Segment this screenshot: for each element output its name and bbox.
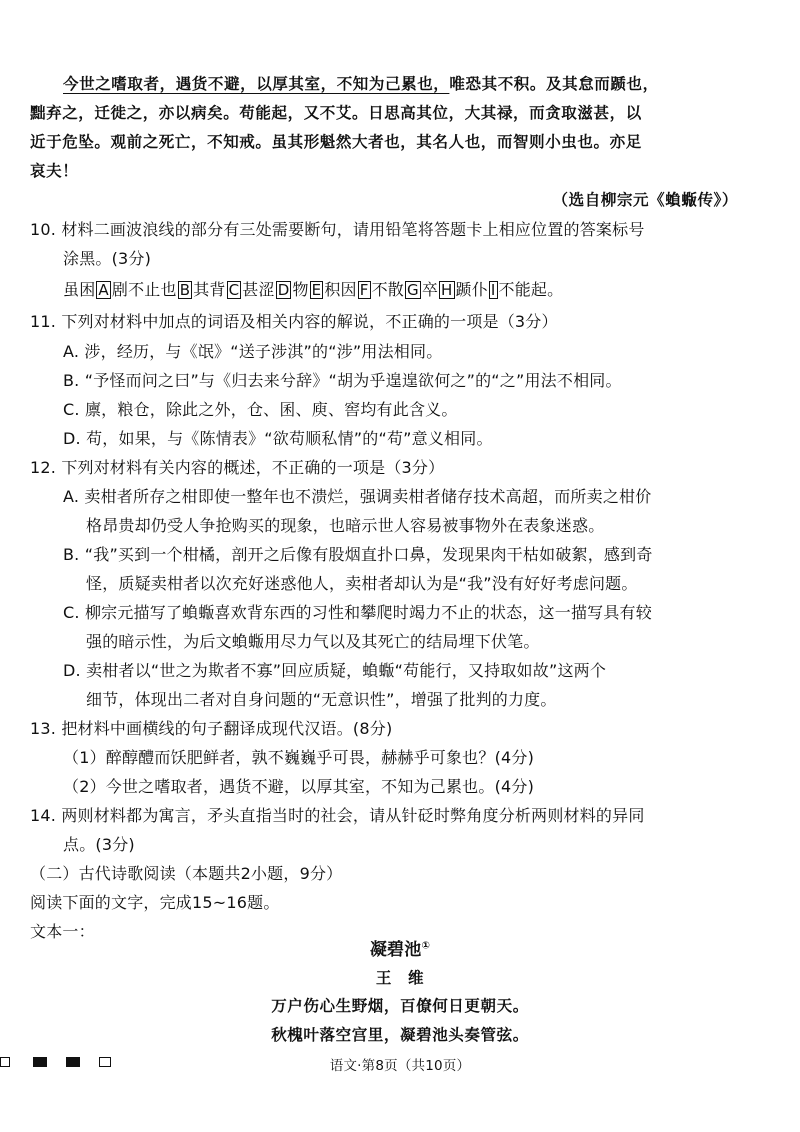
- q12-option-b-1: B. “我”买到一个柑橘，剖开之后像有股烟直扑口鼻，发现果肉干枯如破絮，感到奇: [63, 545, 653, 564]
- break-box-g[interactable]: G: [406, 281, 419, 299]
- q12-option-c-1: C. 柳宗元描写了蝜蝂喜欢背东西的习性和攀爬时竭力不止的状态，这一描写具有较: [63, 603, 652, 622]
- break-box-h[interactable]: H: [441, 281, 453, 299]
- q11-option-a: A. 涉，经历，与《氓》“送子涉淇”的“涉”用法相同。: [63, 342, 443, 361]
- break-box-b[interactable]: B: [179, 281, 191, 299]
- underlined-sentence: 今世之嗜取者，遇货不避，以厚其室，不知为己累也，: [63, 74, 450, 93]
- section-instruction: 阅读下面的文字，完成15~16题。: [30, 893, 280, 912]
- passage-line-1: 今世之嗜取者，遇货不避，以厚其室，不知为己累也，唯恐其不积。及其怠而踬也，: [63, 74, 659, 93]
- poem-line-1: 万户伤心生野烟，百僚何日更朝天。: [271, 996, 529, 1015]
- q14-stem-2: 点。(3分): [63, 835, 135, 854]
- break-box-a[interactable]: A: [98, 281, 109, 299]
- poem-title: 凝碧池①: [369, 940, 431, 960]
- q13-stem: 13. 把材料中画横线的句子翻译成现代汉语。(8分): [30, 719, 393, 738]
- q12-option-c-2: 强的暗示性，为后文蝜蝂用尽力气以及其死亡的结局埋下伏笔。: [86, 632, 540, 651]
- section-heading: （二）古代诗歌阅读（本题共2小题，9分）: [30, 864, 343, 883]
- q13-sentence-1: （1）醉醇醴而饫肥鲜者，孰不巍巍乎可畏，赫赫乎可象也？(4分): [63, 748, 535, 767]
- q11-stem: 11. 下列对材料中加点的词语及相关内容的解说，不正确的一项是（3分）: [30, 312, 558, 331]
- q10-sentence: 虽困 A 剧不止也 B 其背 C 甚涩 D 物 E 积因 F 不散 G 卒 H 踬仆 I 不能起。: [63, 280, 564, 299]
- q12-option-d-1: D. 卖柑者以“世之为欺者不寡”回应质疑，蝜蝂“苟能行，又持取如故”这两个: [63, 661, 607, 680]
- q13-sentence-2: （2）今世之嗜取者，遇货不避，以厚其室，不知为己累也。(4分): [63, 777, 535, 796]
- passage-line-3: 近于危坠。观前之死亡，不知戒。虽其形魁然大者也，其名人也，而智则小虫也。亦足: [30, 132, 642, 151]
- q12-stem: 12. 下列对材料有关内容的概述，不正确的一项是（3分）: [30, 458, 445, 477]
- footnote-marker: ①: [421, 940, 431, 952]
- poem-line-2: 秋槐叶落空宫里，凝碧池头奏管弦。: [271, 1025, 529, 1044]
- q12-option-a-1: A. 卖柑者所存之柑即使一整年也不溃烂，强调卖柑者储存技术高超，而所卖之柑价: [63, 487, 652, 506]
- q11-option-c: C. 廪，粮仓，除此之外，仓、囷、庾、窖均有此含义。: [63, 400, 458, 419]
- break-box-d[interactable]: D: [277, 281, 290, 299]
- q10-stem-1: 10. 材料二画波浪线的部分有三处需要断句，请用铅笔将答题卡上相应位置的答案标号: [30, 220, 645, 239]
- page-footer: 语文·第8页（共10页）: [329, 1058, 471, 1074]
- passage-source: （选自柳宗元《蝜蝂传》）: [552, 190, 738, 209]
- q12-option-d-2: 细节，体现出二者对自身问题的“无意识性”，增强了批判的力度。: [86, 690, 557, 709]
- break-box-e[interactable]: E: [311, 281, 322, 299]
- text-one-label: 文本一：: [30, 922, 95, 941]
- poem-author: 王 维: [375, 968, 425, 987]
- q12-option-a-2: 格昂贵却仍受人争抢购买的现象，也暗示世人容易被事物外在表象迷惑。: [86, 516, 605, 535]
- q11-option-b: B. “予怪而问之曰”与《归去来兮辞》“胡为乎遑遑欲何之”的“之”用法不相同。: [63, 371, 622, 390]
- break-box-c[interactable]: C: [228, 281, 240, 299]
- passage-line-4: 哀夫！: [30, 161, 79, 180]
- break-box-i[interactable]: I: [490, 281, 496, 299]
- q11-option-d: D. 苟，如果，与《陈情表》“欲苟顺私情”的“苟”意义相同。: [63, 429, 493, 448]
- break-box-f[interactable]: F: [359, 281, 369, 299]
- q12-option-b-2: 怪，质疑卖柑者以次充好迷惑他人，卖柑者却认为是“我”没有好好考虑问题。: [86, 574, 638, 593]
- q14-stem-1: 14. 两则材料都为寓言，矛头直指当时的社会，请从针砭时弊角度分析两则材料的异同: [30, 806, 645, 825]
- passage-line-2: 黜弃之，迁徙之，亦以病矣。苟能起，又不艾。日思高其位，大其禄，而贪取滋甚，以: [30, 103, 642, 122]
- q10-stem-2: 涂黑。(3分): [63, 249, 152, 268]
